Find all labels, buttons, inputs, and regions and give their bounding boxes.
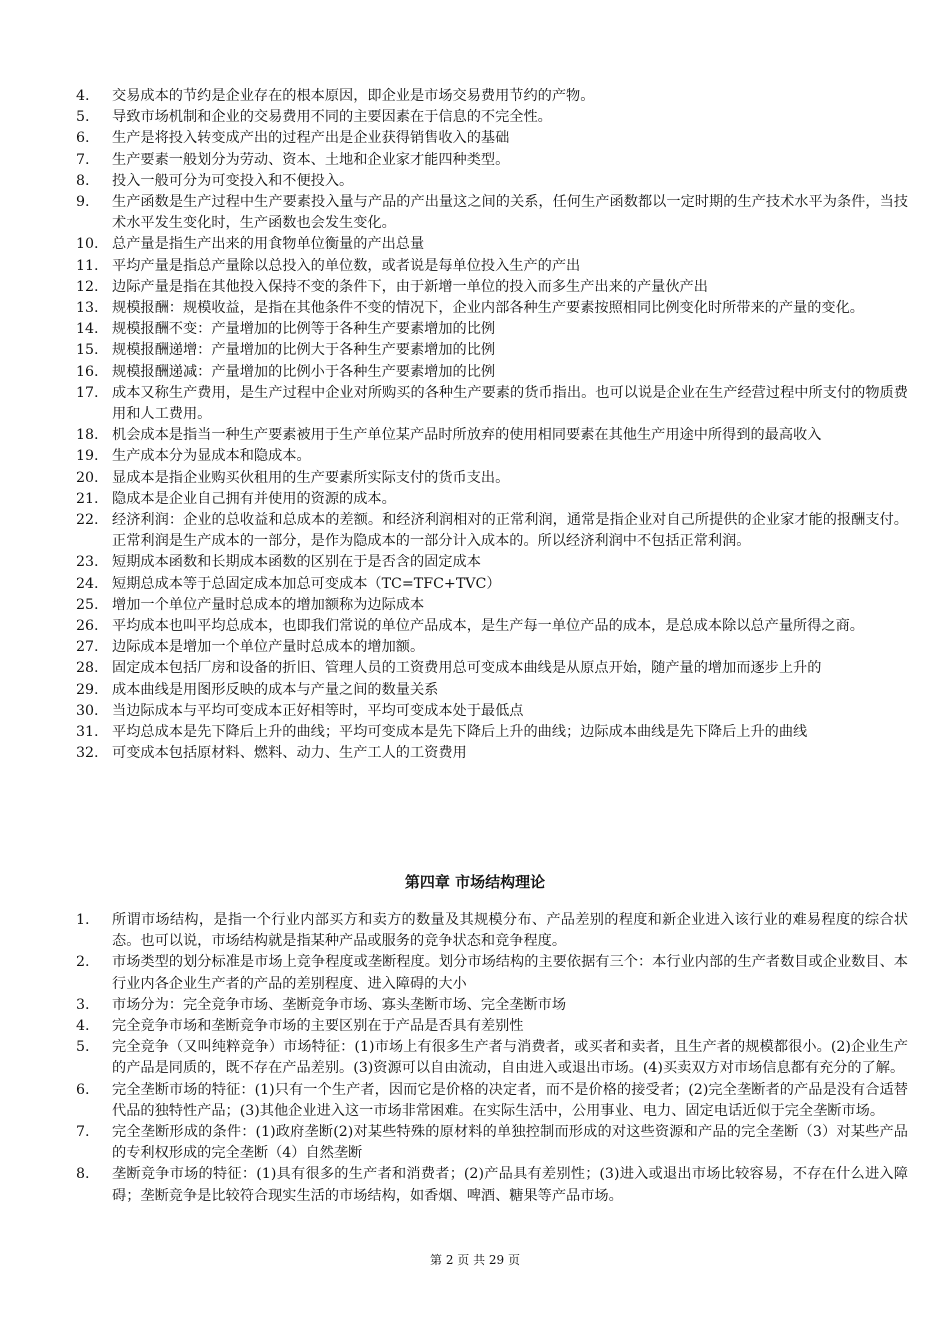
item-text: 平均成本也叫平均总成本，也即我们常说的单位产品成本，是生产每一单位产品的成本，是总成本除以总产量所得之商。 [112, 618, 864, 635]
item-number: 20. [76, 469, 99, 486]
item-text: 生产要素一般划分为劳动、资本、土地和企业家才能四种类型。 [112, 151, 510, 168]
item-number: 5. [76, 109, 90, 126]
item-text: 边际成本是增加一个单位产量时总成本的增加额。 [112, 639, 425, 656]
list-item [76, 340, 908, 361]
page-footer: 第 2 页 共 29 页 [430, 1253, 520, 1267]
item-number: 4. [76, 1018, 90, 1035]
item-text: 完全垄断市场的特征：(1)只有一个生产者，因而它是价格的决定者，而不是价格的接受者；(2)完全垄断者的产品是没有合适替代品的独特性产品；(3)其他企业进入这一市场非常困难。在实际生活中，公用事业、电力、固定电话近似于完全垄断市场。 [112, 1081, 908, 1119]
item-number: 31. [76, 724, 99, 741]
item-number: 1. [76, 912, 90, 928]
item-text: 市场类型的划分标准是市场上竞争程度或垄断程度。划分市场结构的主要依据有三个：本行业内部的生产者数目或企业数目、本行业内各企业生产者的产品的差别程度、进入障碍的大小 [112, 954, 908, 992]
list-item [76, 1122, 908, 1164]
item-number: 11. [76, 257, 99, 274]
item-number: 25. [76, 596, 99, 613]
list-item [76, 256, 908, 277]
item-text: 导致市场机制和企业的交易费用不同的主要因素在于信息的不完全性。 [112, 109, 552, 126]
item-number: 2. [76, 954, 90, 971]
list-item [76, 1080, 908, 1122]
item-number: 30. [76, 702, 99, 719]
item-text: 平均总成本是先下降后上升的曲线；平均可变成本是先下降后上升的曲线；边际成本曲线是先下降后上升的曲线 [112, 724, 808, 741]
item-number: 4. [76, 88, 90, 104]
item-text: 成本又称生产费用，是生产过程中企业对所购买的各种生产要素的货币指出。也可以说是企业在生产经营过程中所支付的物质费用和人工费用。 [112, 384, 908, 423]
item-text: 完全垄断形成的条件：(1)政府垄断(2)对某些特殊的原材料的单独控制而形成的对这些资源和产品的完全垄断（3）对某些产品的专利权形成的完全垄断（4）自然垄断 [112, 1124, 908, 1162]
item-number: 5. [76, 1039, 90, 1056]
list-item [76, 446, 908, 467]
list-item [76, 1164, 908, 1206]
list-item [76, 171, 908, 192]
list-item [76, 952, 908, 994]
item-text: 经济利润：企业的总收益和总成本的差额。和经济利润相对的正常利润，通常是指企业对自己所提供的企业家才能的报酬支付。正常利润是生产成本的一部分，是作为隐成本的一部分计入成本的。所以经济利润中不包括正常利润。 [112, 512, 908, 550]
item-text: 隐成本是企业自己拥有并使用的资源的成本。 [112, 490, 396, 507]
item-number: 14. [76, 321, 99, 338]
item-number: 27. [76, 639, 99, 656]
item-number: 16. [76, 363, 99, 380]
list-item [76, 362, 908, 383]
list-item [76, 1016, 908, 1037]
item-text: 投入一般可分为可变投入和不便投入。 [112, 172, 354, 189]
item-number: 7. [76, 151, 90, 168]
item-number: 32. [76, 745, 99, 762]
item-number: 10. [76, 236, 99, 253]
item-number: 8. [76, 1166, 90, 1183]
list-item [76, 510, 908, 552]
item-text: 所谓市场结构，是指一个行业内部买方和卖方的数量及其规模分布、产品差别的程度和新企业进入该行业的难易程度的综合状态。也可以说，市场结构就是指某种产品或服务的竞争状态和竞争程度。 [112, 912, 908, 950]
list-item [76, 680, 908, 701]
list-item [76, 150, 908, 171]
list-item [76, 637, 908, 658]
item-number: 6. [76, 130, 90, 147]
list-item [76, 743, 908, 764]
item-text: 机会成本是指当一种生产要素被用于生产单位某产品时所放弃的使用相同要素在其他生产用途中所得到的最高收入 [112, 427, 822, 444]
item-text: 规模报酬：规模收益，是指在其他条件不变的情况下，企业内部各种生产要素按照相同比例变化时所带来的产量的变化。 [112, 300, 864, 317]
item-text: 总产量是指生产出来的用食物单位衡量的产出总量 [112, 236, 425, 253]
item-number: 22. [76, 512, 99, 529]
item-number: 21. [76, 490, 99, 507]
list-item [76, 86, 908, 107]
list-item [76, 722, 908, 743]
list-item [76, 107, 908, 128]
chapter4-list [76, 910, 908, 1207]
item-number: 7. [76, 1124, 90, 1141]
item-text: 生产函数是生产过程中生产要素投入量与产品的产出量这之间的关系，任何生产函数都以一定时期的生产技术水平为条件，当技术水平发生变化时，生产函数也会发生变化。 [112, 194, 908, 232]
item-text: 完全竞争市场和垄断竞争市场的主要区别在于产品是否具有差别性 [112, 1018, 524, 1035]
list-item [76, 192, 908, 234]
item-number: 26. [76, 618, 99, 635]
list-item [76, 383, 908, 425]
item-number: 13. [76, 300, 99, 317]
item-number: 17. [76, 384, 99, 401]
item-text: 规模报酬递减：产量增加的比例小于各种生产要素增加的比例 [112, 363, 496, 380]
list-item [76, 574, 908, 595]
list-item [76, 910, 908, 952]
list-item [76, 298, 908, 319]
item-text: 增加一个单位产量时总成本的增加额称为边际成本 [112, 596, 425, 613]
item-text: 成本曲线是用图形反映的成本与产量之间的数量关系 [112, 681, 439, 698]
item-text: 规模报酬不变：产量增加的比例等于各种生产要素增加的比例 [112, 321, 496, 338]
item-number: 18. [76, 427, 99, 444]
list-item [76, 552, 908, 573]
item-text: 交易成本的节约是企业存在的根本原因，即企业是市场交易费用节约的产物。 [112, 88, 595, 104]
item-text: 可变成本包括原材料、燃料、动力、生产工人的工资费用 [112, 745, 467, 762]
item-text: 平均产量是指总产量除以总投入的单位数，或者说是每单位投入生产的产出 [112, 257, 581, 274]
list-item [76, 234, 908, 255]
item-number: 9. [76, 194, 90, 211]
item-number: 12. [76, 278, 99, 295]
item-number: 19. [76, 448, 99, 465]
list-item [76, 468, 908, 489]
item-number: 15. [76, 342, 99, 359]
item-text: 当边际成本与平均可变成本正好相等时，平均可变成本处于最低点 [112, 702, 524, 719]
item-text: 生产是将投入转变成产出的过程产出是企业获得销售收入的基础 [112, 130, 510, 147]
item-number: 3. [76, 996, 90, 1013]
list-item [76, 128, 908, 149]
item-number: 29. [76, 681, 99, 698]
item-text: 边际产量是指在其他投入保持不变的条件下，由于新增一单位的投入而多生产出来的产量伙产出 [112, 278, 708, 295]
list-item [76, 1037, 908, 1079]
item-text: 固定成本包括厂房和设备的折旧、管理人员的工资费用总可变成本曲线是从原点开始，随产量的增加而逐步上升的 [112, 660, 822, 677]
item-number: 8. [76, 172, 90, 189]
list-item [76, 995, 908, 1016]
item-number: 23. [76, 554, 99, 571]
list-item [76, 277, 908, 298]
list-item [76, 489, 908, 510]
item-text: 显成本是指企业购买伙租用的生产要素所实际支付的货币支出。 [112, 469, 510, 486]
list-item [76, 701, 908, 722]
item-number: 24. [76, 575, 99, 592]
item-text: 短期成本函数和长期成本函数的区别在于是否含的固定成本 [112, 554, 481, 571]
item-text: 完全竞争（又叫纯粹竞争）市场特征：(1)市场上有很多生产者与消费者，或买者和卖者，且生产者的规模都很小。(2)企业生产的产品是同质的，既不存在产品差别。(3)资源可以自由流动，自由进入或退出市场。(4)买卖双方对市场信息都有充分的了解。 [112, 1039, 908, 1077]
item-number: 6. [76, 1081, 90, 1098]
list-item [76, 425, 908, 446]
list-item [76, 319, 908, 340]
item-text: 生产成本分为显成本和隐成本。 [112, 448, 311, 465]
list-item [76, 595, 908, 616]
item-text: 规模报酬递增：产量增加的比例大于各种生产要素增加的比例 [112, 342, 496, 359]
item-text: 市场分为：完全竞争市场、垄断竞争市场、寡头垄断市场、完全垄断市场 [112, 996, 567, 1013]
chapter3-list [76, 86, 908, 765]
list-item [76, 616, 908, 637]
chapter-heading: 第四章 市场结构理论 [404, 873, 546, 891]
item-text: 垄断竞争市场的特征：(1)具有很多的生产者和消费者；(2)产品具有差别性；(3)进入或退出市场比较容易，不存在什么进入障碍；垄断竞争是比较符合现实生活的市场结构，如香烟、啤酒、糖果等产品市场。 [112, 1166, 908, 1204]
item-text: 短期总成本等于总固定成本加总可变成本（TC=TFC+TVC） [112, 575, 501, 592]
list-item [76, 658, 908, 679]
item-number: 28. [76, 660, 99, 677]
